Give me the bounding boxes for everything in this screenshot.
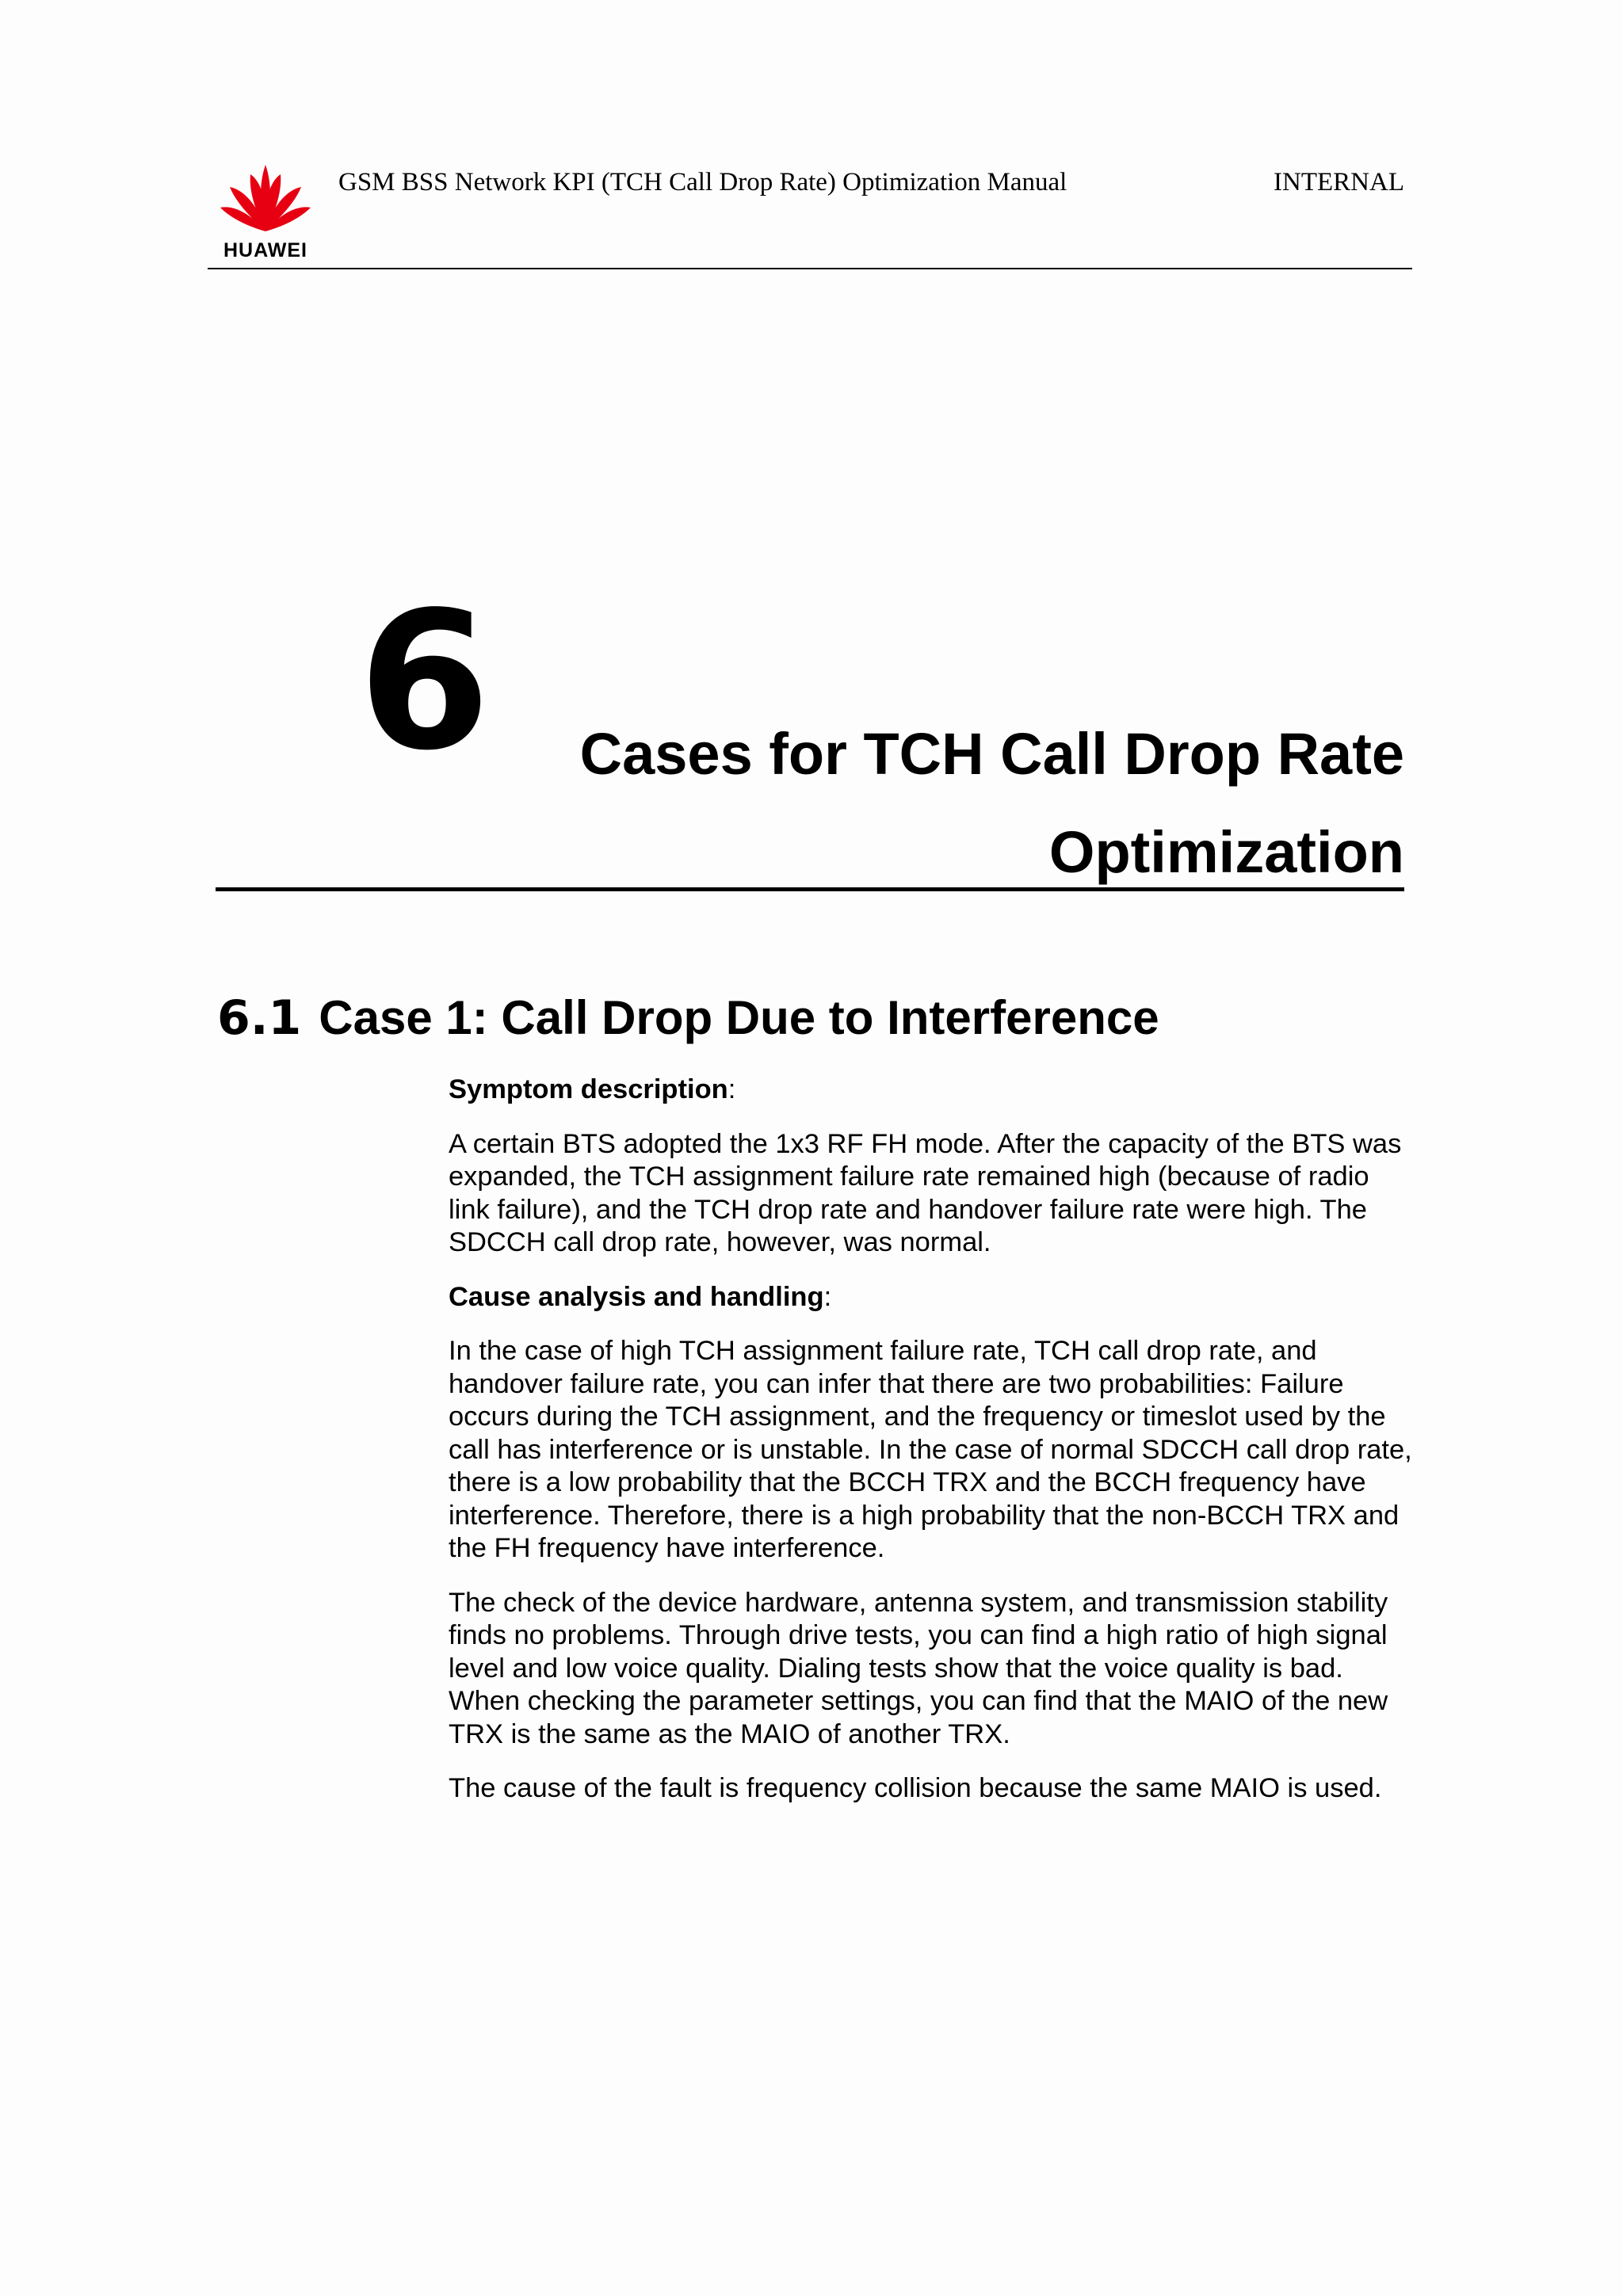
page-header — [208, 158, 1412, 269]
section-number: 6.1 — [217, 990, 302, 1046]
section-title: Case 1: Call Drop Due to Interference — [319, 991, 1159, 1044]
cause-paragraph: In the case of high TCH assignment failure rate, TCH call drop rate, and handover failure rate, you can infer that there are two probabilities: Failure occurs during the TCH assignment, and the frequency or timeslot used by the call has interference or is unstable. In the case of normal SDCCH call drop rate, there is a low probability that the BCCH TRX and the BCCH frequency have interference. Therefore, there is a high probability that the non-BCCH TRX and the FH frequency have interference. — [449, 1336, 1412, 1563]
huawei-flower-icon — [219, 162, 312, 235]
symptom-heading — [449, 1074, 1415, 1107]
logo-wordmark: HUAWEI — [223, 239, 307, 261]
symptom-label: Symptom description — [449, 1074, 728, 1104]
document-title: GSM BSS Network KPI (TCH Call Drop Rate) Optimization Manual — [338, 168, 1067, 196]
cause-heading — [449, 1281, 1415, 1314]
cause-paragraph: The check of the device hardware, antenna system, and transmission stability finds no problems. Through drive tests, you can find a high ratio of high signal level and low voice quality. Dialing tests show that the voice quality is bad. When checking the parameter settings, you can find that the MAIO of the new TRX is the same as the MAIO of another TRX. — [449, 1587, 1388, 1749]
cause-colon: : — [823, 1281, 832, 1312]
section-heading — [217, 990, 1159, 1046]
classification-label: INTERNAL — [1274, 168, 1404, 196]
cause-label: Cause analysis and handling — [449, 1281, 824, 1312]
symptom-paragraph: A certain BTS adopted the 1x3 RF FH mode. After the capacity of the BTS was expanded, the TCH assignment failure rate remained high (because of radio link failure), and the TCH drop rate and handover failure rate were high. The SDCCH call drop rate, however, was normal. — [449, 1128, 1402, 1257]
chapter-heading — [216, 570, 1404, 891]
chapter-number: 6 — [358, 570, 491, 792]
cause-paragraph: The cause of the fault is frequency collision because the same MAIO is used. — [449, 1773, 1382, 1803]
section-body — [449, 1074, 1415, 1827]
huawei-logo — [216, 162, 311, 265]
chapter-title: Cases for TCH Call Drop Rate Optimization — [579, 721, 1404, 885]
symptom-colon: : — [727, 1074, 736, 1104]
